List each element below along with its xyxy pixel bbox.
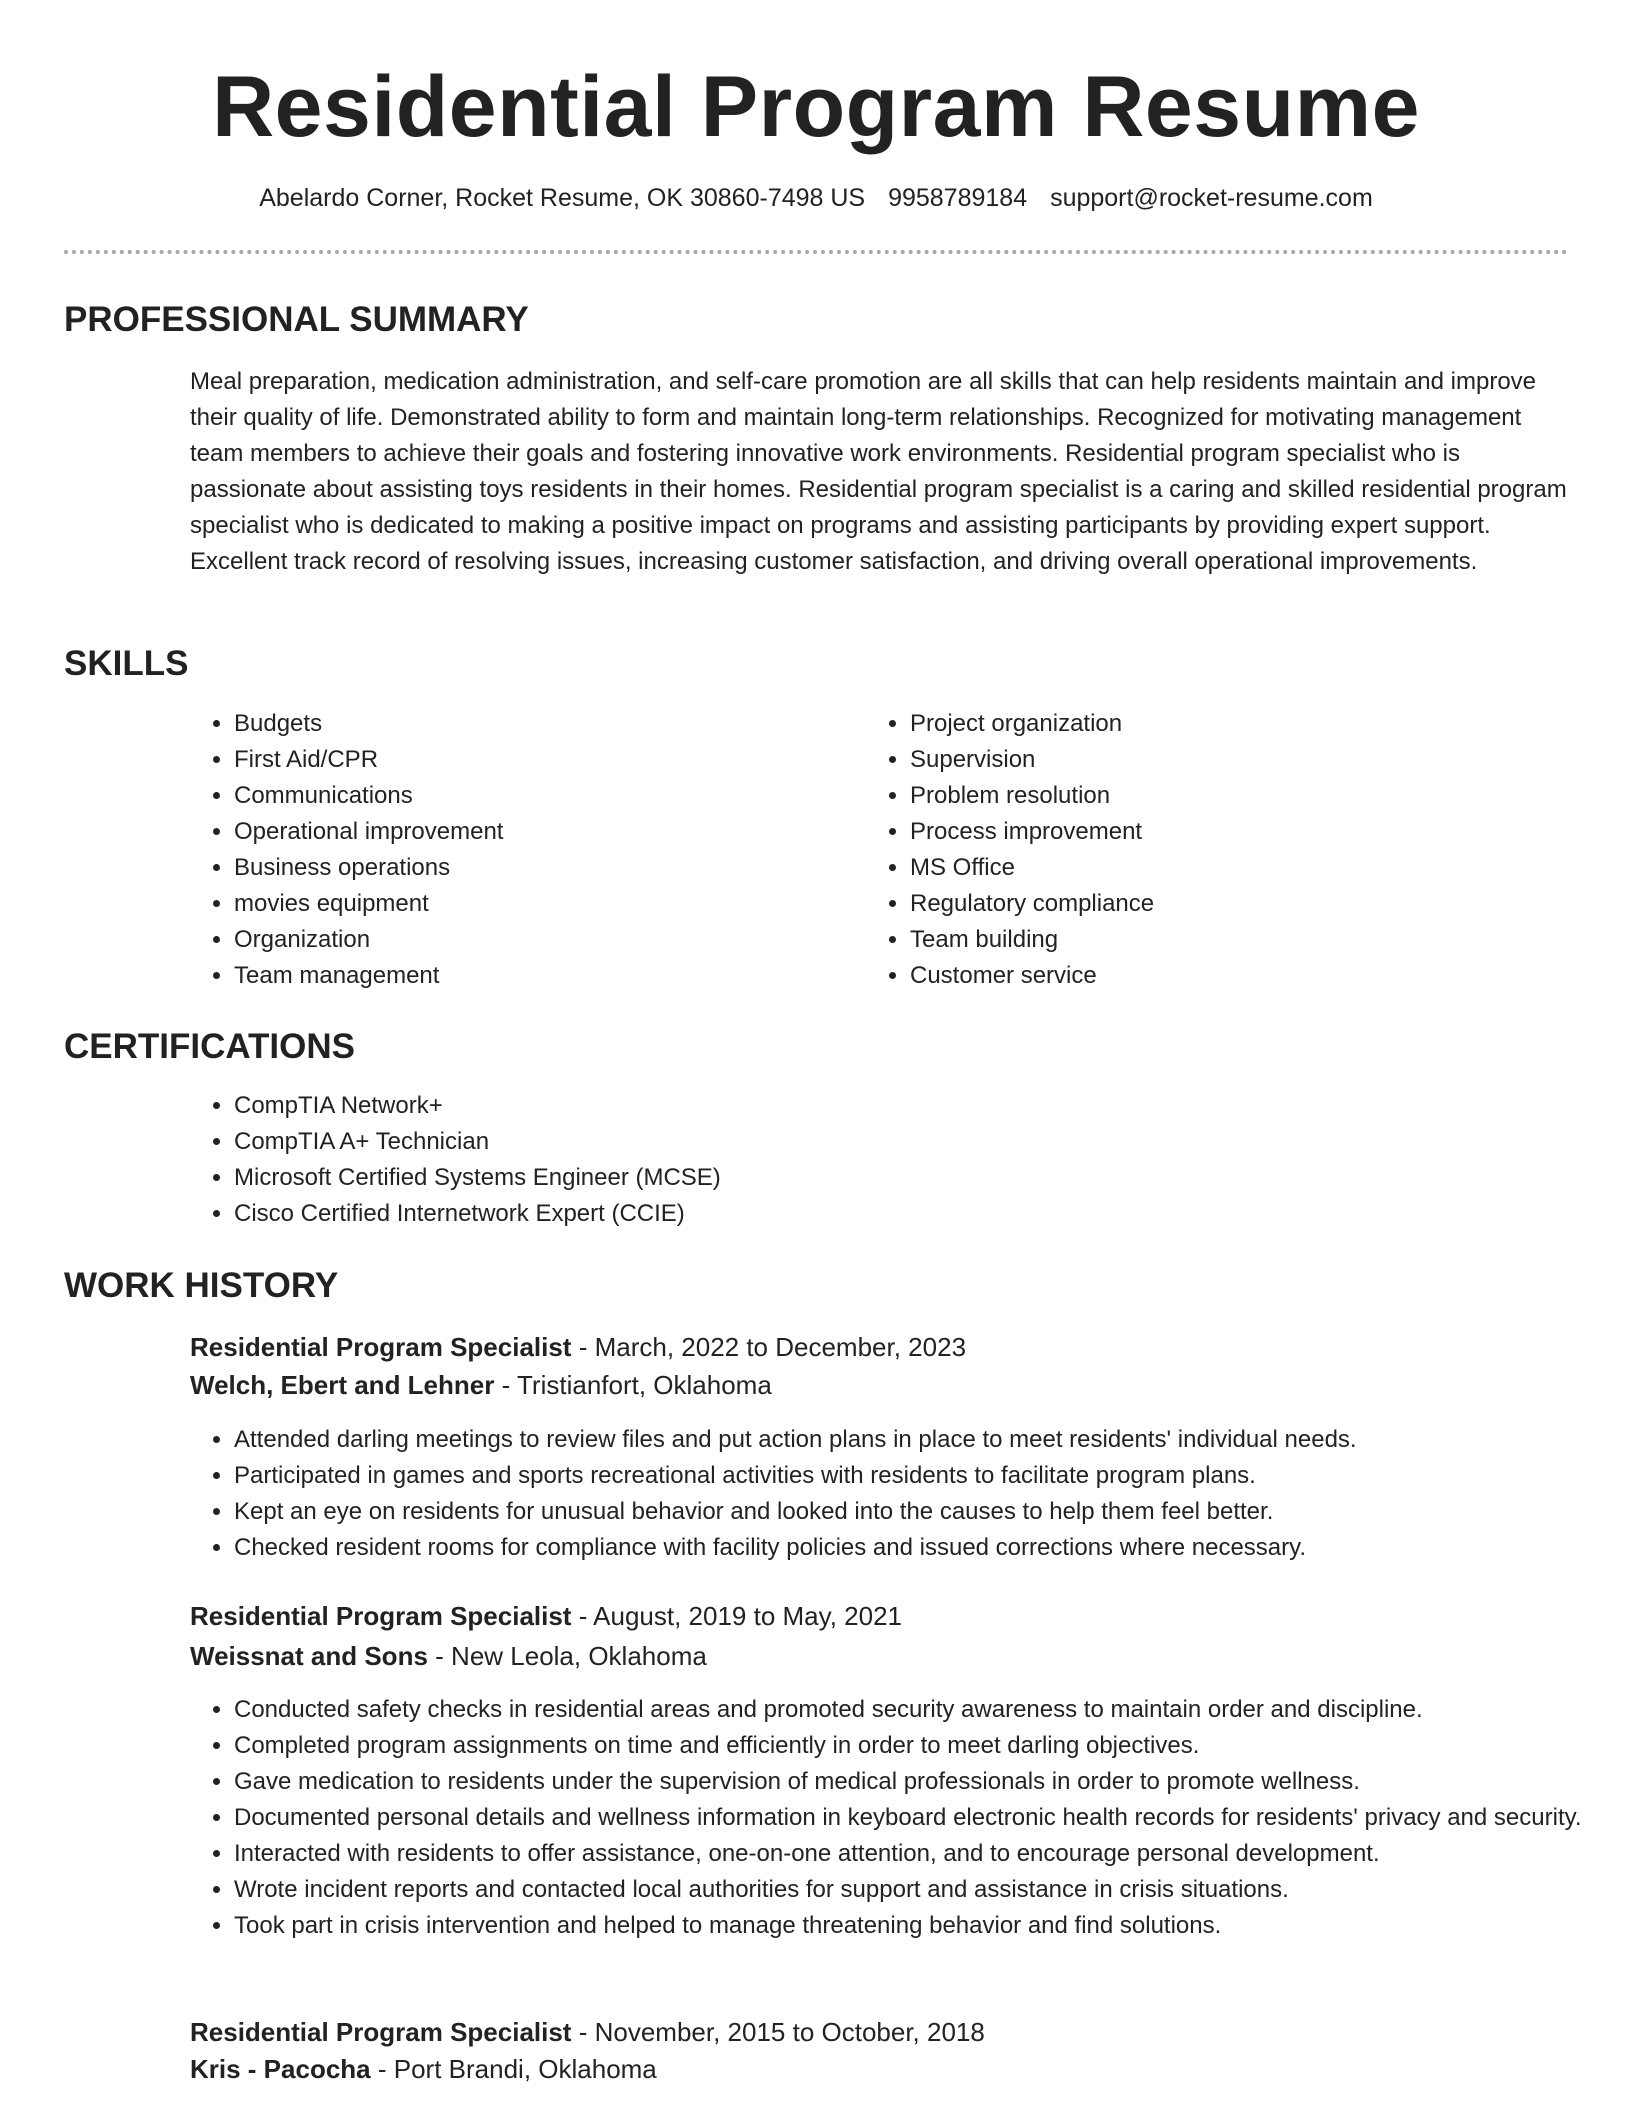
certification-item: • CompTIA A+ Technician — [234, 1124, 1534, 1160]
job-bullet: • Took part in crisis intervention and helped to manage threatening behavior and find solutions. — [234, 1908, 1614, 1944]
job-bullet: • Documented personal details and wellness information in keyboard electronic health records for residents' privacy and security. — [234, 1800, 1614, 1836]
job-bullet: • Kept an eye on residents for unusual behavior and looked into the causes to help them feel better. — [234, 1494, 1614, 1530]
section-heading-skills: SKILLS — [64, 644, 189, 683]
job-bullet: • Checked resident rooms for compliance with facility policies and issued corrections where necessary. — [234, 1530, 1614, 1566]
certification-item: • CompTIA Network+ — [234, 1088, 1534, 1124]
job-bullet: • Wrote incident reports and contacted local authorities for support and assistance in crisis situations. — [234, 1872, 1614, 1908]
certification-item: • Microsoft Certified Systems Engineer (MCSE) — [234, 1160, 1534, 1196]
certification-item: • Cisco Certified Internetwork Expert (CCIE) — [234, 1196, 1534, 1232]
job-dates: - March, 2022 to December, 2023 — [578, 1332, 967, 1362]
header-divider — [64, 250, 1568, 254]
skill-item: • Project organization — [910, 706, 1530, 742]
job-bullet: • Completed program assignments on time and efficiently in order to meet darling objectives. — [234, 1728, 1614, 1764]
job-company: Welch, Ebert and Lehner — [190, 1370, 495, 1400]
skill-item: • Regulatory compliance — [910, 886, 1530, 922]
contact-address: Abelardo Corner, Rocket Resume, OK 30860-7498 US — [259, 184, 866, 212]
skill-item: • MS Office — [910, 850, 1530, 886]
job-company: Kris - Pacocha — [190, 2054, 371, 2084]
job-title-line — [190, 1597, 902, 1635]
job-dates: - November, 2015 to October, 2018 — [578, 2017, 985, 2047]
summary-text: Meal preparation, medication administration, and self-care promotion are all skills that can help residents maintain and improve their quality of life. Demonstrated ability to form and maintain long-term relationships. Recognized for motivating management team members to achieve their goals and fostering innovative work environments. Residential program specialist who is passionate about assisting toys residents in their homes. Residential program specialist is a caring and skilled residential program specialist who is dedicated to making a positive impact on programs and assisting participants by providing expert support. Excellent track record of resolving issues, increasing customer satisfaction, and driving overall operational improvements. — [190, 368, 1567, 575]
skill-item: • Communications — [234, 778, 854, 814]
job-company-line — [190, 1366, 772, 1404]
job-bullet: • Participated in games and sports recreational activities with residents to facilitate program plans. — [234, 1458, 1614, 1494]
job-title-line — [190, 2013, 985, 2051]
job-company: Weissnat and Sons — [190, 1641, 428, 1671]
section-heading-certifications: CERTIFICATIONS — [64, 1027, 356, 1066]
skills-list-left — [190, 706, 854, 994]
skills-list-right — [866, 706, 1530, 994]
job-company-line — [190, 1637, 707, 1675]
job-bullets — [190, 1692, 1614, 1944]
job-title: Residential Program Specialist — [190, 2017, 572, 2047]
job-bullet: • Gave medication to residents under the supervision of medical professionals in order to promote wellness. — [234, 1764, 1614, 1800]
skill-item: • Supervision — [910, 742, 1530, 778]
job-bullet: • Attended darling meetings to review files and put action plans in place to meet residents' individual needs. — [234, 1422, 1614, 1458]
contact-phone: 9958789184 — [888, 184, 1028, 212]
job-company-line — [190, 2050, 657, 2088]
section-heading-work-history: WORK HISTORY — [64, 1266, 339, 1305]
job-title-line — [190, 1328, 966, 1366]
job-location: - Tristianfort, Oklahoma — [501, 1370, 772, 1400]
skill-item: • First Aid/CPR — [234, 742, 854, 778]
section-heading-summary: PROFESSIONAL SUMMARY — [64, 300, 529, 339]
skill-item: • Process improvement — [910, 814, 1530, 850]
skill-item: • Operational improvement — [234, 814, 854, 850]
skill-item: • Team management — [234, 958, 854, 994]
skill-item: • Problem resolution — [910, 778, 1530, 814]
job-title: Residential Program Specialist — [190, 1601, 572, 1631]
skill-item: • movies equipment — [234, 886, 854, 922]
skill-item: • Budgets — [234, 706, 854, 742]
job-location: - Port Brandi, Oklahoma — [377, 2054, 657, 2084]
contact-email: support@rocket-resume.com — [1050, 184, 1373, 212]
certifications-list — [190, 1088, 1534, 1232]
job-title: Residential Program Specialist — [190, 1332, 572, 1362]
skill-item: • Organization — [234, 922, 854, 958]
page-title: Residential Program Resume — [212, 59, 1420, 155]
skill-item: • Customer service — [910, 958, 1530, 994]
contact-line — [0, 180, 1632, 216]
job-dates: - August, 2019 to May, 2021 — [578, 1601, 902, 1631]
skill-item: • Business operations — [234, 850, 854, 886]
job-location: - New Leola, Oklahoma — [435, 1641, 707, 1671]
skill-item: • Team building — [910, 922, 1530, 958]
job-bullet: • Interacted with residents to offer assistance, one-on-one attention, and to encourage personal development. — [234, 1836, 1614, 1872]
job-bullets — [190, 1422, 1614, 1566]
job-bullet: • Conducted safety checks in residential areas and promoted security awareness to maintain order and discipline. — [234, 1692, 1614, 1728]
